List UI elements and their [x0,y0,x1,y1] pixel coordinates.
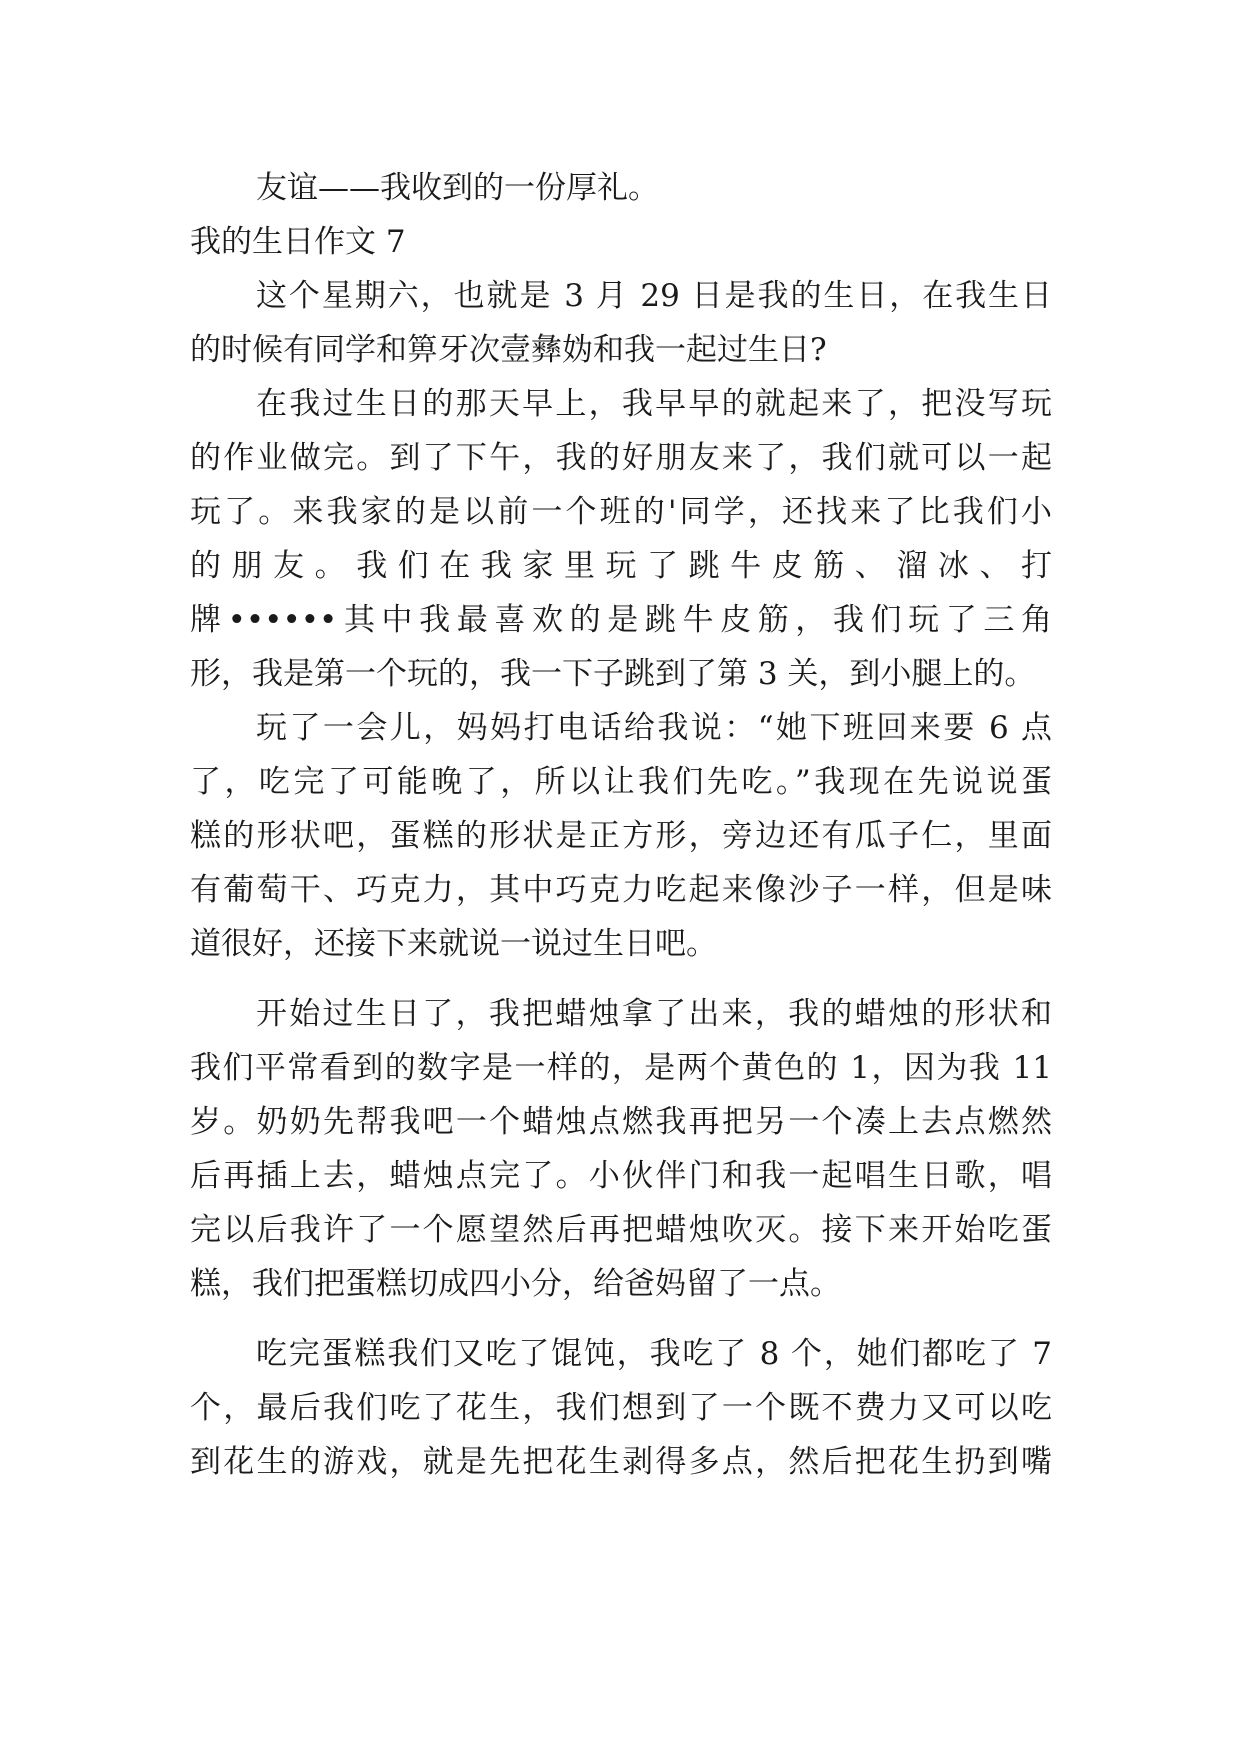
text-line: 了，吃完了可能晚了，所以让我们先吃。”我现在先说说蛋 [190,764,1052,800]
text-line: 友谊——我收到的一份厚礼。 [256,170,659,206]
text-line: 的朋友。我们在我家里玩了跳牛皮筋、溜冰、打 [190,548,1052,584]
text-line: 糕的形状吧，蛋糕的形状是正方形，旁边还有瓜子仁，里面 [190,818,1052,854]
text-line: 吃完蛋糕我们又吃了馄饨，我吃了 8 个，她们都吃了 7 [256,1336,1052,1372]
text-line: 个，最后我们吃了花生，我们想到了一个既不费力又可以吃 [190,1390,1052,1426]
text-line: 在我过生日的那天早上，我早早的就起来了，把没写玩 [256,386,1052,422]
essay-title: 我的生日作文 7 [190,224,406,260]
text-line: 完以后我许了一个愿望然后再把蜡烛吹灭。接下来开始吃蛋 [190,1212,1052,1248]
text-line: 牌••••••其中我最喜欢的是跳牛皮筋，我们玩了三角 [190,602,1052,638]
text-line: 形，我是第一个玩的，我一下子跳到了第 3 关，到小腿上的。 [190,656,1036,692]
text-line: 后再插上去，蜡烛点完了。小伙伴门和我一起唱生日歌，唱 [190,1158,1052,1194]
text-line: 糕，我们把蛋糕切成四小分，给爸妈留了一点。 [190,1266,841,1302]
text-line: 到花生的游戏，就是先把花生剥得多点，然后把花生扔到嘴 [190,1444,1052,1480]
text-line: 这个星期六，也就是 3 月 29 日是我的生日，在我生日 [256,278,1052,314]
text-line: 的时候有同学和箅牙次壹彝妫和我一起过生日? [190,332,827,368]
text-line: 岁。奶奶先帮我吧一个蜡烛点燃我再把另一个凑上去点燃然 [190,1104,1052,1140]
text-line: 玩了。来我家的是以前一个班的'同学，还找来了比我们小 [190,494,1052,530]
text-line: 的作业做完。到了下午，我的好朋友来了，我们就可以一起 [190,440,1052,476]
text-line: 玩了一会儿，妈妈打电话给我说：“她下班回来要 6 点 [256,710,1052,746]
text-line: 我们平常看到的数字是一样的，是两个黄色的 1，因为我 11 [190,1050,1052,1086]
text-line: 道很好，还接下来就说一说过生日吧。 [190,926,717,962]
text-line: 有葡萄干、巧克力，其中巧克力吃起来像沙子一样，但是味 [190,872,1052,908]
text-line: 开始过生日了，我把蜡烛拿了出来，我的蜡烛的形状和 [256,996,1052,1032]
